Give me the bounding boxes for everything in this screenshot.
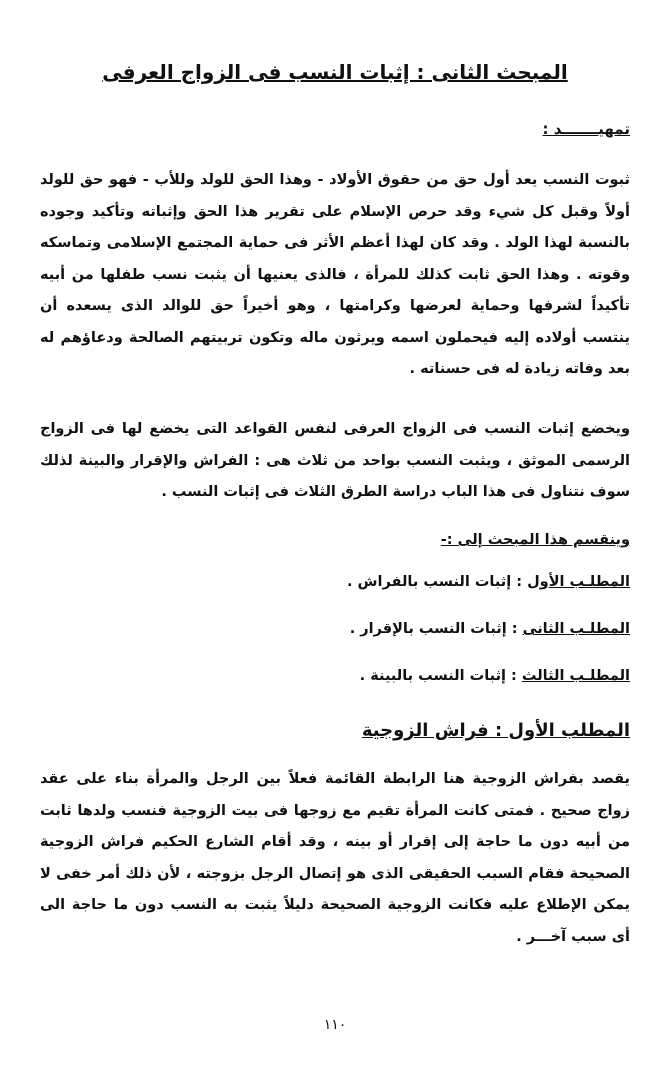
paragraph-1: ثبوت النسب يعد أول حق من حقوق الأولاد - وهذا الحق للولد وللأب - فهو حق للولد أولاً وقبل كل شيء وقد حرص الإسلام على تقرير هذا الحق وإثباته وتأكيد وجوده بالنسبة لهذا الولد . وقد كان لهذا أعظم الأثر فى حماية المجتمع الإسلامى وتماسكه وقوته . وهذا الحق ثابت كذلك للمرأة ، فالذى يعنيها أن يثبت نسب طفلها من أبيه تأكيداً لشرفها وحماية لعرضها وكرامتها ، وهو أخيراً حق للوالد الذى يسعده أن ينتسب أولاده إليه فيحملون اسمه ويرثون ماله وتكون تربيتهم الصالحة ودعاؤهم له بعد وفاته زيادة له فى حسناته . — [40, 172, 630, 377]
intro-heading: تمهيـــــــد : — [542, 120, 630, 138]
page-title: المبحث الثانى : إثبات النسب فى الزواج العرفى — [102, 60, 568, 84]
requirement-text: : إثبات النسب بالبينة . — [359, 668, 522, 684]
requirement-name: المطلـب الثانى — [522, 621, 630, 637]
requirement-name: المطلـب الثالث — [521, 668, 630, 684]
requirement-text: : إثبات النسب بالفراش . — [346, 574, 528, 590]
requirement-name: المطلـب الأول — [527, 574, 630, 590]
division-intro: وينقسم هذا المبحث إلى :- — [440, 532, 630, 548]
list-item — [347, 574, 630, 621]
paragraph-2: ويخضع إثبات النسب فى الزواج العرفى لنفس القواعد التى يخضع لها فى الزواج الرسمى الموثق ، ويثبت النسب بواحد من ثلاث هى : الفراش والإقرار والبينة لذلك سوف نتناول فى هذا الباب دراسة الطرق الثلاث فى إثبات النسب . — [40, 421, 630, 500]
requirements-list — [347, 574, 630, 715]
section-heading: المطلب الأول : فراش الزوجية — [361, 720, 630, 741]
list-item — [347, 621, 630, 668]
paragraph-3: يقصد بفراش الزوجية هنا الرابطة القائمة فعلاً بين الرجل والمرأة بناء على عقد زواج صحيح . فمتى كانت المرأة تقيم مع زوجها فى بيت الزوجية فنسب ولدها ثابت من أبيه دون ما حاجة إلى إقرار أو بينه ، وقد أقام الشارع الحكيم فراش الزوجية الصحيحة فقام السبب الحقيقى الذى هو إتصال الرجل بزوجته ، لأن ذلك أمر خفى لا يمكن الإطلاع عليه فكانت الزوجية الصحيحة دليلاً يثبت به النسب دون ما حاجة الى أى سبب آخـــر . — [40, 771, 630, 945]
list-item — [347, 668, 630, 715]
requirement-text: : إثبات النسب بالإقرار . — [349, 621, 523, 637]
page-number: ١١٠ — [323, 1017, 347, 1033]
